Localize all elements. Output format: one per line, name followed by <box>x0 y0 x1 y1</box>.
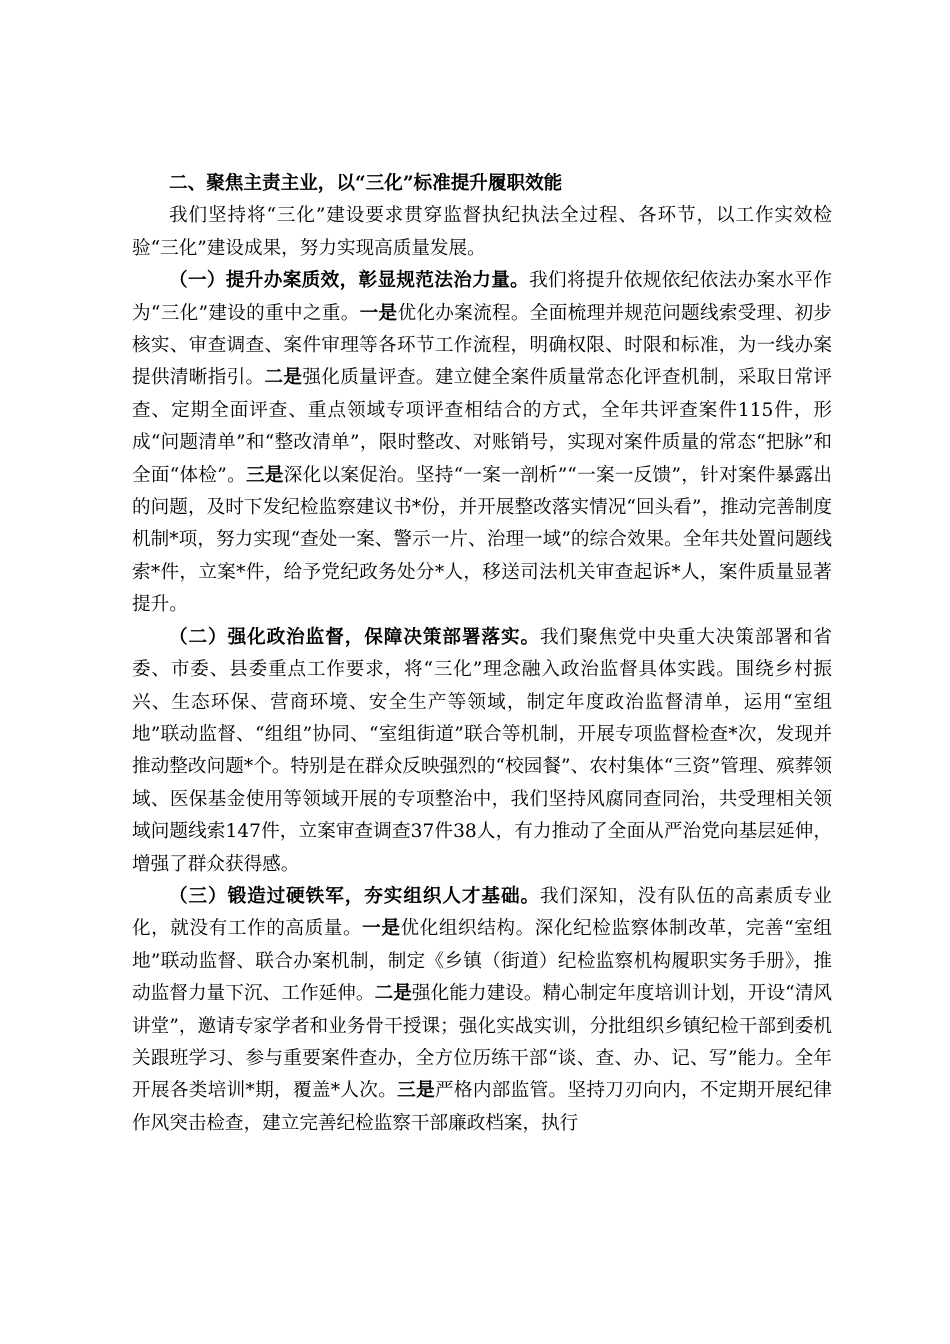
keyword: 一是 <box>359 302 398 324</box>
paragraph-team-building <box>132 881 832 1140</box>
paragraph-political-supervision <box>132 622 832 881</box>
section-heading: 二、聚焦主责主业，以“三化”标准提升履职效能 <box>169 173 563 194</box>
paragraph-text: 深化以案促治。坚持“一案一剖析”“一案一反馈”，针对案件暴露出的问题，及时下发纪检监察建议书*份，并开展整改落实情况“回头看”，推动完善制度机制*项，努力实现“查处一案、警示一片、治理一域”的综合效果。全年共处置问题线索*件，立案*件，给予党纪政务处分*人，移送司法机关审查起诉*人，案件质量显著提升。 <box>132 464 832 616</box>
paragraph-text: 我们聚焦党中央重大决策部署和省委、市委、县委重点工作要求，将“三化”理念融入政治监督具体实践。围绕乡村振兴、生态环保、营商环境、安全生产等领域，制定年度政治监督清单，运用“室组地”联动监督、“组组”协同、“室组街道”联合等机制，开展专项监督检查*次，发现并推动整改问题*个。特别是在群众反映强烈的“校园餐”、农村集体“三资”管理、殡葬领域、医保基金使用等领域开展的专项整治中，我们坚持风腐同查同治，共受理相关领域问题线索147件，立案审查调查37件38人，有力推动了全面从严治党向基层延伸，增强了群众获得感。 <box>132 626 832 875</box>
paragraph-case-quality <box>132 265 832 621</box>
paragraph-text: 优化办案流程。全面梳理并规范问题线索受理、初步核实、审查调查、案件审理等各环节工作流程，明确权限、时限和标准，为一线办案提供清晰指引。 <box>132 302 832 389</box>
paragraph-text: 我们深知，没有队伍的高素质专业化，就没有工作的高质量。 <box>132 885 832 940</box>
paragraph-text: 严格内部监管。坚持刀刃向内，不定期开展纪律作风突击检查，建立完善纪检监察干部廉政档案，执行 <box>132 1080 832 1134</box>
paragraph-text: 强化质量评查。建立健全案件质量常态化评查机制，采取日常评查、定期全面评查、重点领域专项评查相结合的方式，全年共评查案件115件，形成“问题清单”和“整改清单”，限时整改、对账销号，实现对案件质量的常态“把脉”和全面“体检”。 <box>132 367 832 486</box>
keyword: 一是 <box>362 918 401 940</box>
keyword: 二是 <box>374 983 412 1005</box>
keyword: 二是 <box>264 367 303 389</box>
paragraph-text: 强化能力建设。精心制定年度培训计划，开设“清风讲堂”，邀请专家学者和业务骨干授课；强化实战实训，分批组织乡镇纪检干部到委机关跟班学习、参与重要案件查办，全方位历练干部“谈、查、办、记、写”能力。全年开展各类培训*期，覆盖*人次。 <box>132 983 832 1102</box>
keyword: 三是 <box>397 1080 436 1102</box>
paragraph-title: （二）强化政治监督，保障决策部署落实。 <box>169 626 541 648</box>
paragraph-text: 我们将提升依规依纪依法办案水平作为“三化”建设的重中之重。 <box>132 270 832 324</box>
intro-paragraph: 我们坚持将“三化”建设要求贯穿监督执纪执法全过程、各环节，以工作实效检验“三化”建设成果，努力实现高质量发展。 <box>132 205 832 259</box>
paragraph-title: （三）锻造过硬铁军，夯实组织人才基础。 <box>169 885 541 907</box>
paragraph-text: 优化组织结构。深化纪检监察体制改革，完善“室组地”联动监督、联合办案机制，制定《乡镇（街道）纪检监察机构履职实务手册》，推动监督力量下沉、工作延伸。 <box>132 918 832 1005</box>
keyword: 三是 <box>245 464 284 486</box>
document-body <box>132 168 832 1140</box>
paragraph-title: （一）提升办案质效，彰显规范法治力量。 <box>169 270 530 292</box>
